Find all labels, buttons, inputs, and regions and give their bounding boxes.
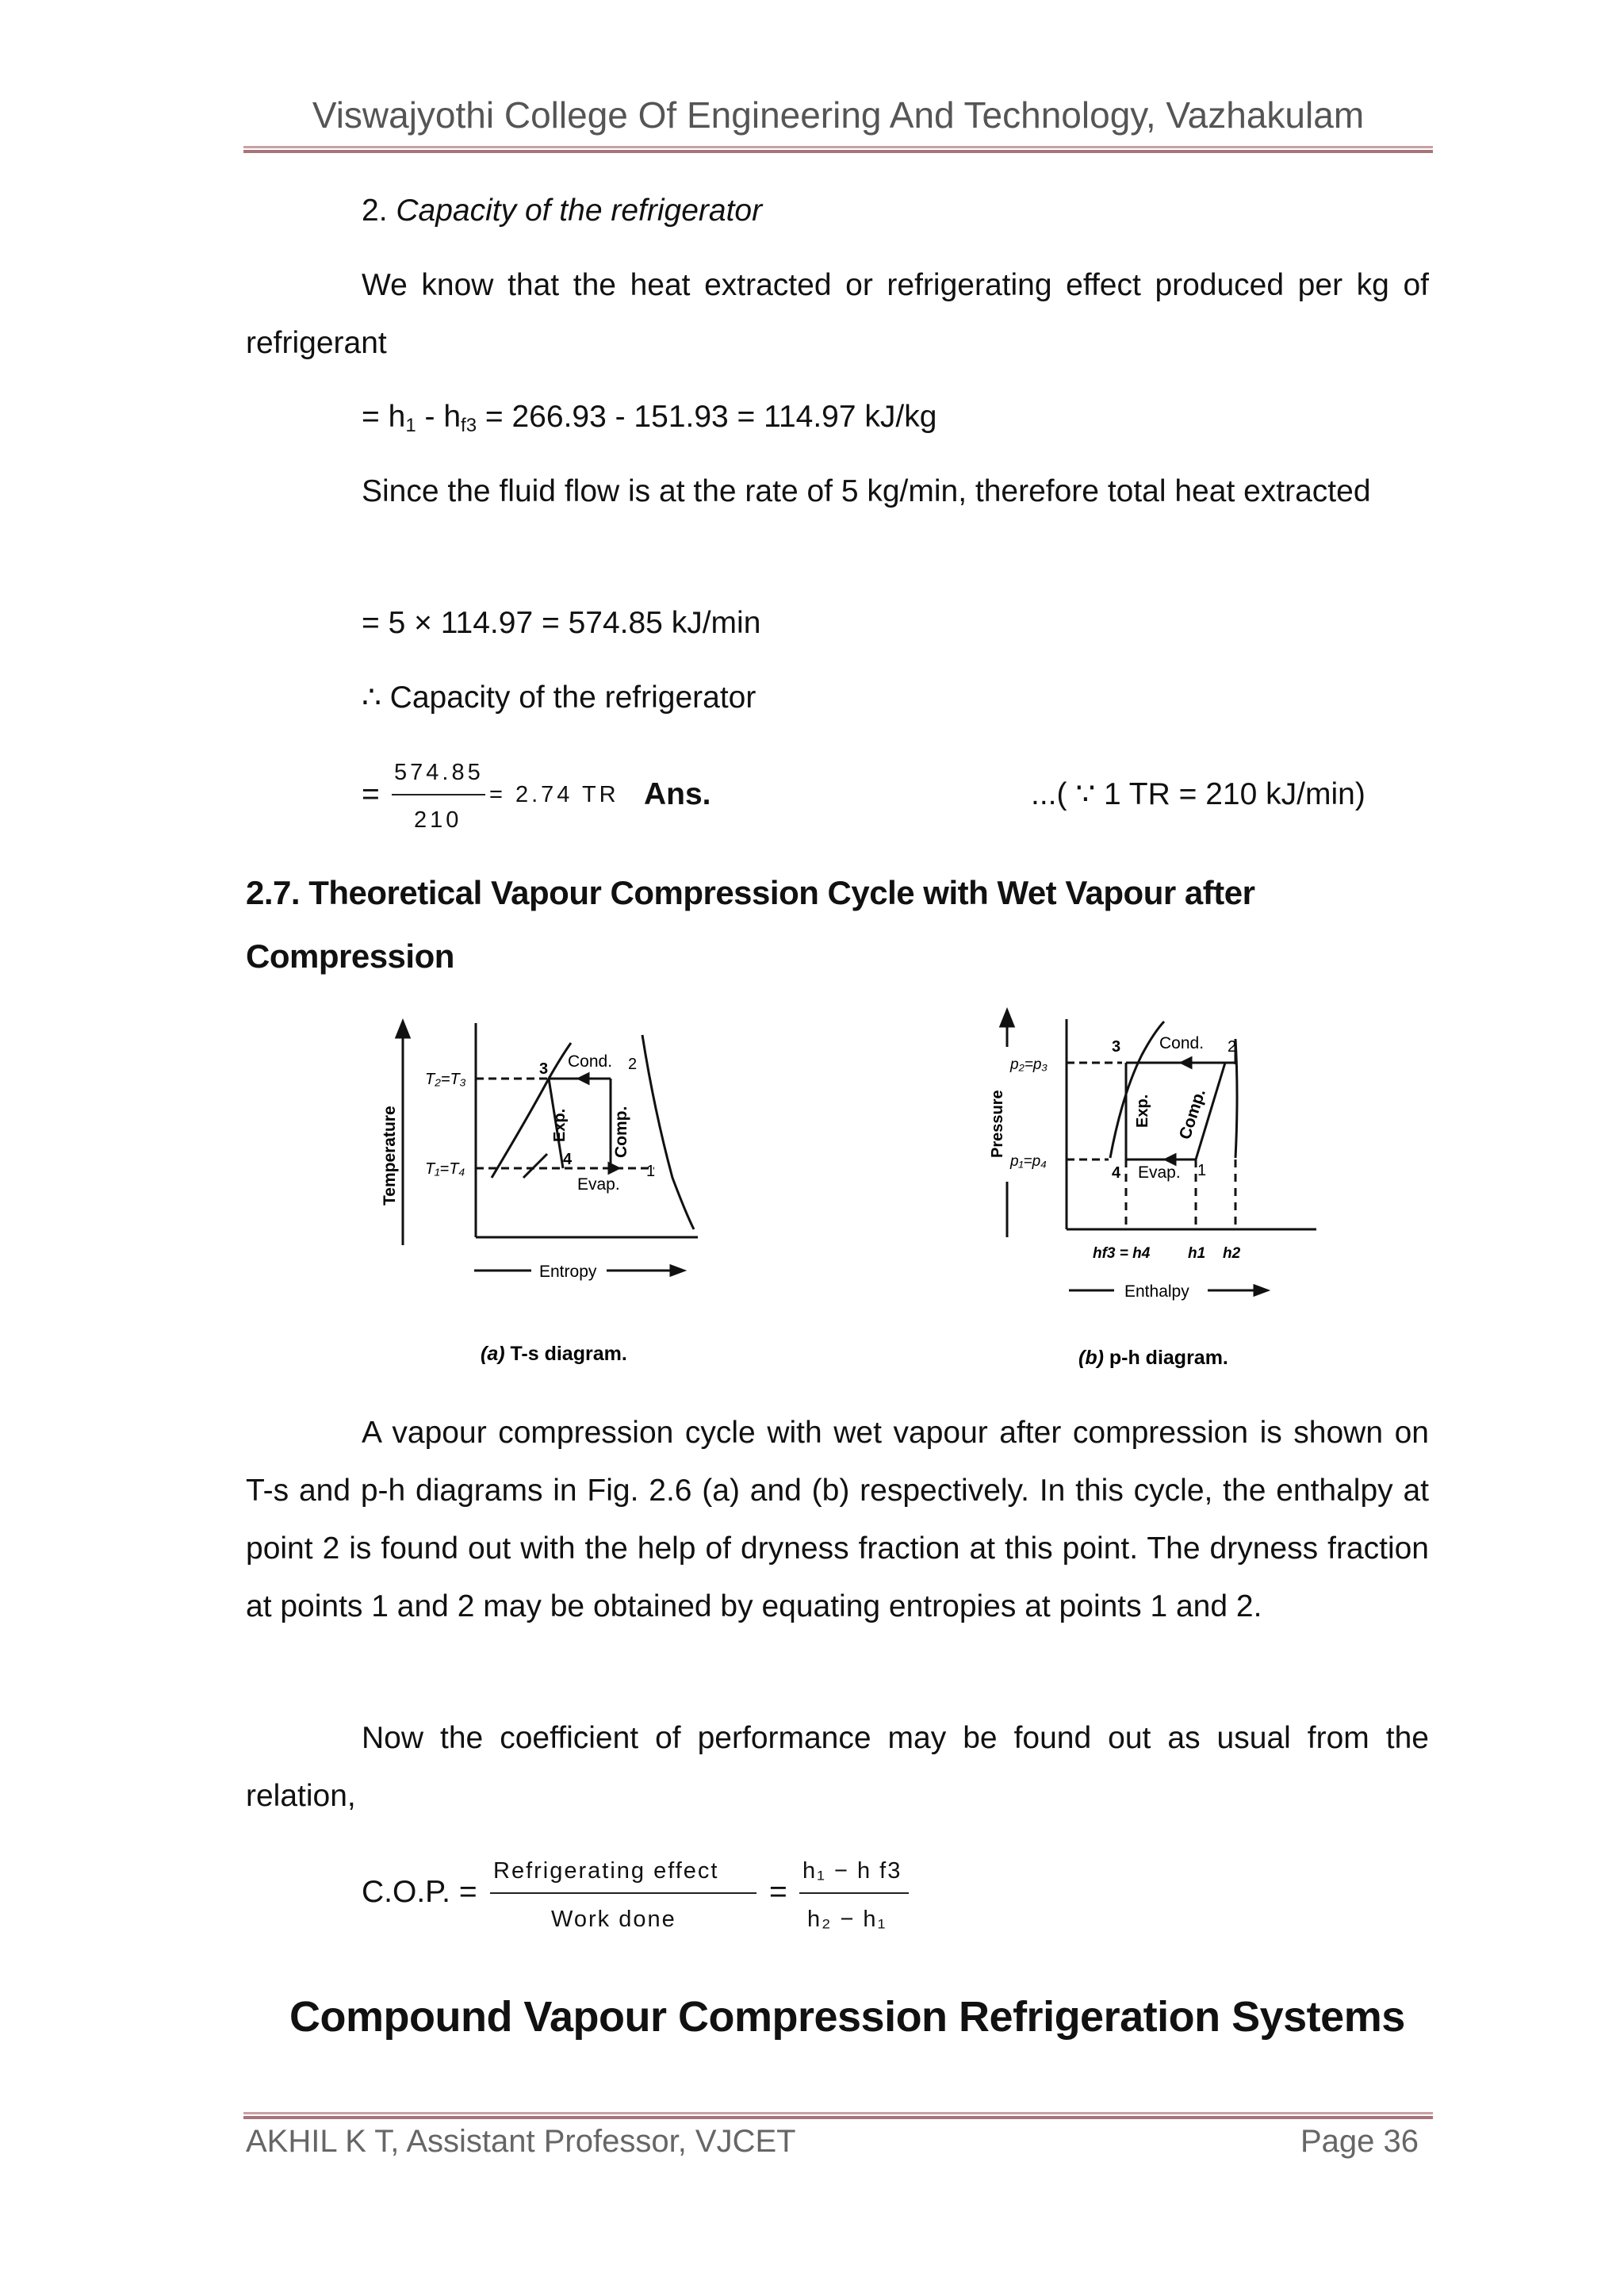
- svg-text:1: 1: [646, 1163, 656, 1180]
- svg-text:Exp.: Exp.: [1134, 1094, 1151, 1128]
- svg-text:T₁=T₄: T₁=T₄: [425, 1160, 465, 1178]
- answer-label: Ans.: [644, 777, 711, 811]
- eq3-denominator: 210: [414, 807, 462, 833]
- cop-numerator-2: h₁ − h f3: [802, 1858, 902, 1884]
- svg-text:T₂=T₃: T₂=T₃: [425, 1071, 466, 1088]
- cop-bar-2: [799, 1892, 909, 1894]
- svg-text:p₁=p₄: p₁=p₄: [1010, 1153, 1047, 1170]
- ph-diagram: [983, 999, 1340, 1380]
- svg-text:h1: h1: [1188, 1245, 1206, 1262]
- svg-text:Enthalpy: Enthalpy: [1124, 1282, 1189, 1301]
- next-section-heading: Compound Vapour Compression Refrigeration Systems: [289, 1993, 1405, 2041]
- equation-refrigerating-effect: = $h_1 - h_{f3} = 266.93 - 151.93 = 114.97$ kJ/kg: [362, 400, 937, 436]
- item-number: 2.: [362, 194, 388, 228]
- ph-caption: (b) p-h diagram.: [1078, 1347, 1228, 1369]
- flow-statement: Since the fluid flow is at the rate of 5 kg/min, therefore total heat extracted: [362, 474, 1371, 508]
- cop-denominator-2: h₂ − h₁: [807, 1907, 887, 1932]
- header-rule: [243, 146, 1433, 154]
- section-heading: 2.7. Theoretical Vapour Compression Cycle with Wet Vapour after Compression: [246, 874, 1255, 975]
- eq3-result: = 2.74 TR: [489, 782, 619, 807]
- ts-diagram: [381, 999, 730, 1380]
- svg-text:Cond.: Cond.: [568, 1052, 613, 1071]
- svg-text:Entropy: Entropy: [539, 1263, 597, 1281]
- capacity-intro: We know that the heat extracted or refrigerating effect produced per kg of refrigerant: [246, 268, 1429, 360]
- equation-total-heat: = 5 × 114.97 = 574.85 kJ/min: [362, 606, 761, 640]
- svg-text:Pressure: Pressure: [989, 1090, 1006, 1158]
- svg-text:2: 2: [628, 1056, 638, 1073]
- svg-text:Evap.: Evap.: [1138, 1163, 1181, 1182]
- svg-text:h2: h2: [1223, 1245, 1241, 1262]
- cop-denominator-1: Work done: [551, 1907, 676, 1932]
- eq3-equals: =: [362, 777, 380, 811]
- footer-author: AKHIL K T, Assistant Professor, VJCET: [246, 2124, 796, 2159]
- svg-text:1: 1: [1197, 1162, 1207, 1179]
- capacity-item: [362, 195, 762, 227]
- svg-text:3: 3: [539, 1060, 549, 1078]
- ts-caption: (a) T-s diagram.: [481, 1343, 627, 1365]
- svg-text:Temperature: Temperature: [381, 1106, 399, 1205]
- page-number: Page 36: [1300, 2124, 1419, 2159]
- cop-bar-1: [490, 1892, 756, 1894]
- svg-text:Cond.: Cond.: [1159, 1034, 1205, 1052]
- svg-text:3: 3: [1112, 1038, 1121, 1056]
- svg-text:hf3 = h4: hf3 = h4: [1093, 1245, 1151, 1262]
- footer-rule: [243, 2112, 1433, 2120]
- eq3-fraction-bar: [392, 794, 485, 795]
- eq3-numerator: 574.85: [394, 760, 484, 785]
- cop-label: C.O.P. =: [362, 1875, 477, 1909]
- svg-text:2: 2: [1228, 1038, 1237, 1056]
- therefore-statement: ∴ Capacity of the refrigerator: [362, 680, 756, 715]
- item-title: Capacity of the refrigerator: [396, 194, 763, 228]
- svg-text:Evap.: Evap.: [577, 1175, 620, 1194]
- svg-text:4: 4: [1112, 1164, 1121, 1182]
- svg-text:p₂=p₃: p₂=p₃: [1010, 1056, 1048, 1073]
- svg-text:Comp.: Comp.: [1175, 1087, 1209, 1142]
- svg-text:Comp.: Comp.: [612, 1106, 630, 1158]
- cop-equals: =: [769, 1875, 787, 1909]
- body-paragraph-2: Now the coefficient of performance may be found out as usual from the relation,: [246, 1721, 1429, 1813]
- page-header: Viswajyothi College Of Engineering And Technology, Vazhakulam: [312, 94, 1365, 136]
- body-paragraph-1: A vapour compression cycle with wet vapour after compression is shown on T-s and p-h diagrams in Fig. 2.6 (a) and (b) respectively. In this cycle, the enthalpy at point 2 is found out with the help of dryness fraction at this point. The dryness fraction at points 1 and 2 may be obtained by equating entropies at points 1 and 2.: [246, 1416, 1429, 1623]
- cop-numerator-1: Refrigerating effect: [493, 1858, 719, 1884]
- svg-text:Exp.: Exp.: [551, 1108, 569, 1142]
- ton-note: ...( ∵ 1 TR = 210 kJ/min): [1031, 777, 1365, 811]
- svg-text:4: 4: [563, 1151, 573, 1168]
